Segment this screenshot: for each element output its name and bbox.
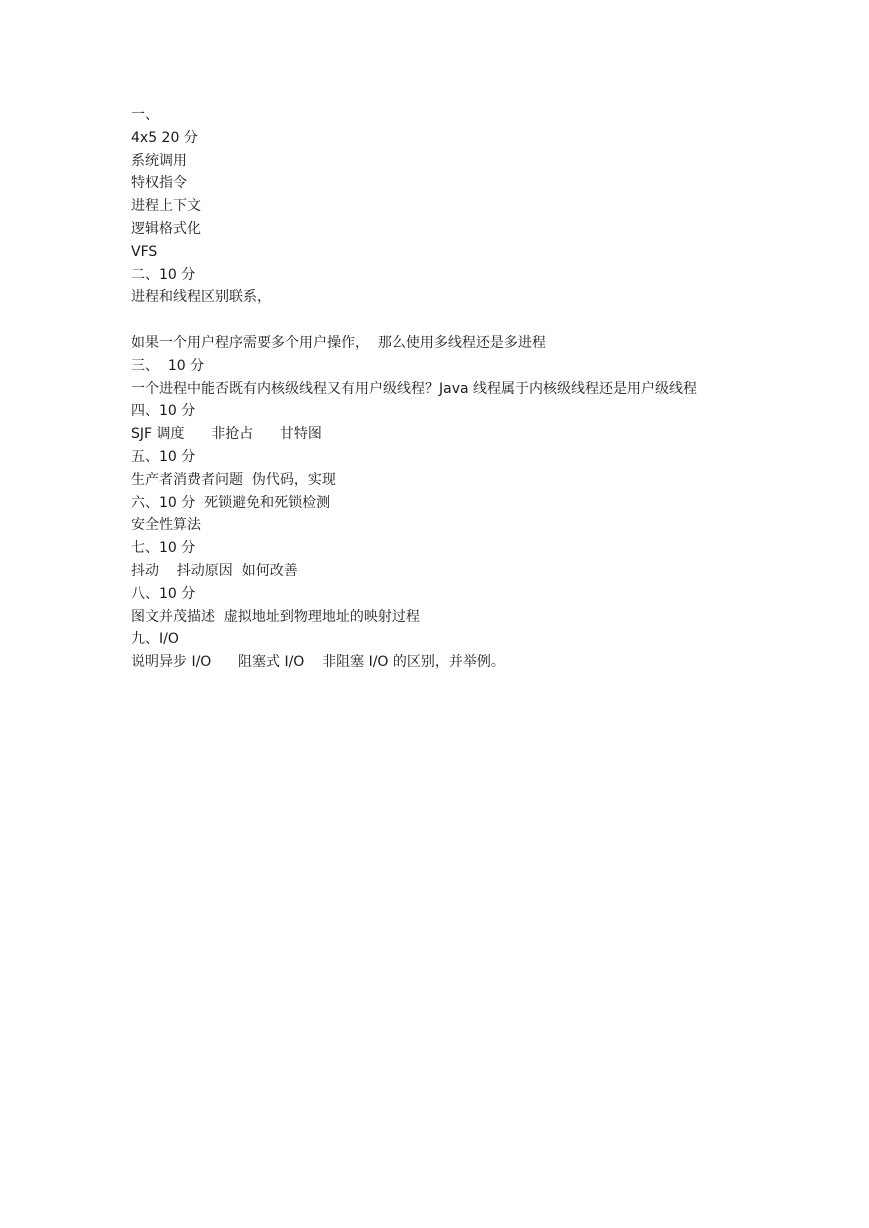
section-heading: 七、10 分: [131, 540, 196, 557]
section-heading: 四、10 分: [131, 403, 196, 420]
question-line: 生产者消费者问题 伪代码，实现: [131, 471, 336, 488]
topic-line: 特权指令: [131, 175, 187, 192]
question-line: 图文并茂描述 虚拟地址到物理地址的映射过程: [131, 608, 420, 625]
topic-line: 逻辑格式化: [131, 220, 201, 237]
question-line: 一个进程中能否既有内核级线程又有用户级线程？Java 线程属于内核级线程还是用户级线程: [131, 380, 698, 397]
score-line: 4x5 20 分: [131, 129, 198, 146]
section-heading: 一、: [131, 107, 159, 123]
topic-line: VFS: [131, 243, 158, 260]
question-line: 安全性算法: [131, 517, 201, 534]
question-line: 说明异步 I/O 阻塞式 I/O 非阻塞 I/O 的区别，并举例。: [131, 654, 505, 671]
document-body: [131, 104, 751, 674]
question-line: 抖动 抖动原因 如何改善: [131, 562, 298, 579]
section-heading: 五、10 分: [131, 448, 196, 465]
topic-line: 进程上下文: [131, 198, 201, 215]
section-heading: 八、10 分: [131, 585, 196, 602]
blank-line: [131, 309, 751, 332]
question-line: 如果一个用户程序需要多个用户操作， 那么使用多线程还是多进程: [131, 334, 546, 351]
topic-line: 系统调用: [131, 152, 187, 169]
section-heading: 九、I/O: [131, 631, 179, 648]
question-line: 进程和线程区别联系，: [131, 289, 271, 306]
question-line: SJF 调度 非抢占 甘特图: [131, 426, 322, 443]
section-heading: 二、10 分: [131, 266, 196, 283]
section-heading: 六、10 分 死锁避免和死锁检测: [131, 494, 331, 511]
section-heading: 三、 10 分: [131, 357, 205, 374]
